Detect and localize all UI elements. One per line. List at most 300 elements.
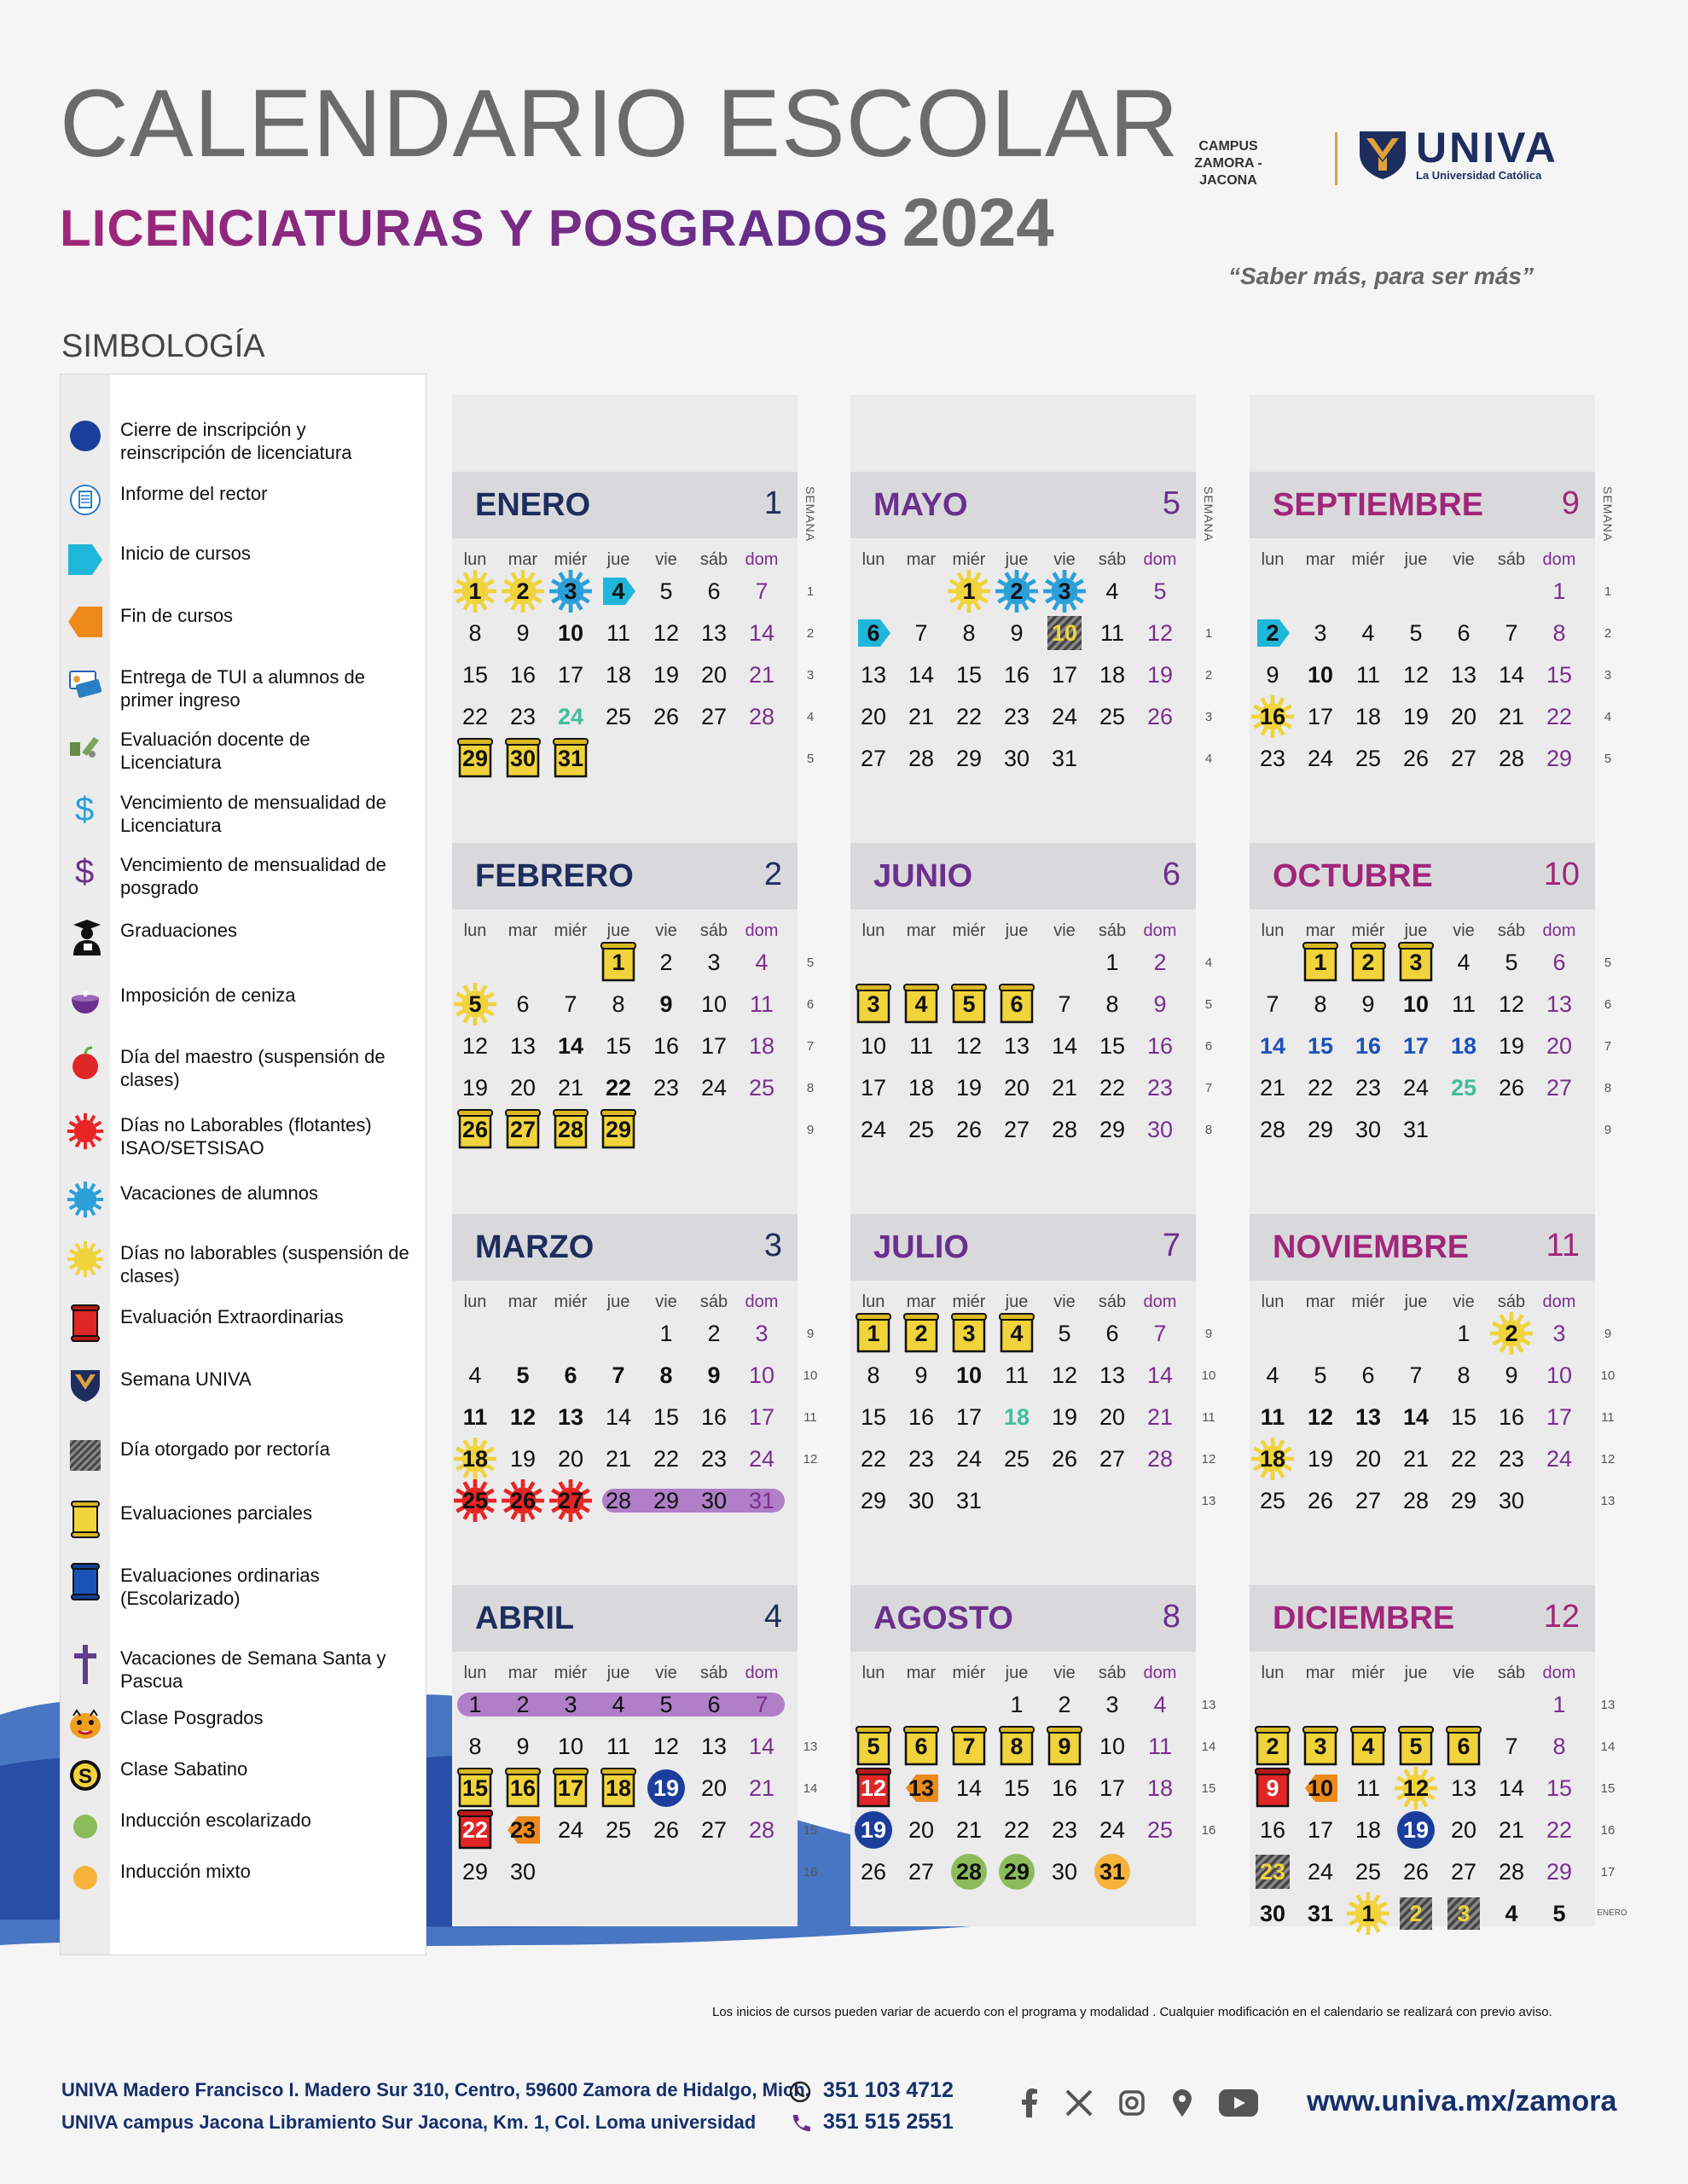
calendar-day[interactable]: 11: [749, 991, 774, 1017]
calendar-day[interactable]: 22: [461, 704, 489, 729]
calendar-day[interactable]: 6: [1105, 1321, 1119, 1346]
calendar-day[interactable]: 12: [1402, 1775, 1430, 1801]
calendar-day[interactable]: 13: [1450, 662, 1477, 688]
calendar-day[interactable]: 2: [1058, 1692, 1071, 1717]
calendar-day[interactable]: 13: [908, 1775, 935, 1801]
calendar-day[interactable]: 2: [1505, 1321, 1518, 1346]
calendar-day[interactable]: 19: [1307, 1446, 1334, 1472]
calendar-day[interactable]: 15: [461, 1775, 489, 1801]
calendar-day[interactable]: 30: [509, 1859, 537, 1885]
calendar-day[interactable]: 7: [1266, 991, 1279, 1017]
calendar-day[interactable]: 27: [700, 1817, 728, 1843]
calendar-day[interactable]: 14: [1146, 1362, 1174, 1388]
calendar-day[interactable]: 21: [1498, 704, 1525, 729]
calendar-day[interactable]: 7: [1409, 1362, 1423, 1388]
calendar-day[interactable]: 12: [1146, 620, 1174, 646]
calendar-day[interactable]: 3: [755, 1321, 769, 1346]
calendar-day[interactable]: 22: [1450, 1446, 1477, 1472]
calendar-day[interactable]: 8: [468, 1734, 482, 1759]
calendar-day[interactable]: 6: [914, 1734, 928, 1759]
calendar-day[interactable]: 17: [748, 1404, 775, 1430]
calendar-day[interactable]: 10: [860, 1033, 887, 1059]
calendar-day[interactable]: 4: [914, 991, 928, 1017]
calendar-day[interactable]: 24: [1099, 1817, 1126, 1843]
calendar-day[interactable]: 15: [1003, 1775, 1030, 1801]
calendar-day[interactable]: 15: [860, 1404, 887, 1430]
calendar-day[interactable]: 3: [867, 991, 880, 1017]
calendar-day[interactable]: 1: [1010, 1692, 1024, 1717]
calendar-day[interactable]: 5: [867, 1734, 880, 1759]
calendar-day[interactable]: 26: [1402, 1859, 1430, 1885]
calendar-day[interactable]: 3: [1314, 620, 1327, 646]
calendar-day[interactable]: 11: [1099, 620, 1125, 646]
calendar-day[interactable]: 5: [1058, 1321, 1071, 1346]
calendar-day-next-year[interactable]: 3: [1457, 1901, 1470, 1926]
calendar-day[interactable]: 21: [1146, 1404, 1174, 1430]
calendar-day[interactable]: 15: [955, 662, 983, 688]
calendar-day[interactable]: 16: [509, 1775, 537, 1801]
calendar-day[interactable]: 30: [1498, 1488, 1525, 1513]
calendar-day[interactable]: 26: [1051, 1446, 1078, 1472]
calendar-day[interactable]: 22: [955, 704, 983, 729]
calendar-day[interactable]: 20: [908, 1817, 935, 1843]
calendar-day[interactable]: 10: [557, 1734, 584, 1759]
calendar-day[interactable]: 9: [1266, 1775, 1279, 1801]
calendar-day[interactable]: 16: [1051, 1775, 1078, 1801]
calendar-day[interactable]: 26: [1146, 704, 1174, 729]
calendar-day[interactable]: 25: [1099, 704, 1126, 729]
calendar-day[interactable]: 15: [1450, 1404, 1477, 1430]
calendar-day[interactable]: 10: [955, 1362, 983, 1388]
calendar-day[interactable]: 29: [461, 1859, 489, 1885]
calendar-day[interactable]: 1: [1552, 578, 1566, 604]
calendar-day[interactable]: 9: [659, 991, 673, 1017]
calendar-day[interactable]: 9: [1266, 662, 1279, 688]
calendar-day[interactable]: 28: [1259, 1117, 1286, 1142]
calendar-day[interactable]: 5: [1409, 1734, 1423, 1759]
calendar-day[interactable]: 13: [1546, 991, 1573, 1017]
calendar-day[interactable]: 12: [860, 1775, 887, 1801]
calendar-day[interactable]: 31: [1307, 1901, 1334, 1926]
calendar-day[interactable]: 26: [509, 1488, 537, 1513]
calendar-day[interactable]: 5: [1505, 950, 1518, 975]
calendar-day[interactable]: 18: [1354, 704, 1382, 729]
calendar-day[interactable]: 27: [1354, 1488, 1382, 1513]
calendar-day[interactable]: 27: [700, 704, 728, 729]
calendar-day[interactable]: 30: [700, 1488, 728, 1513]
calendar-day[interactable]: 6: [516, 991, 530, 1017]
calendar-day[interactable]: 12: [461, 1033, 489, 1059]
calendar-day[interactable]: 4: [1457, 950, 1470, 975]
calendar-day[interactable]: 17: [1546, 1404, 1573, 1430]
calendar-day[interactable]: 12: [653, 1734, 680, 1759]
calendar-day[interactable]: 29: [955, 746, 983, 771]
calendar-day[interactable]: 1: [659, 1321, 673, 1346]
calendar-day[interactable]: 21: [748, 662, 775, 688]
calendar-day[interactable]: 8: [962, 620, 976, 646]
calendar-day[interactable]: 30: [1003, 746, 1030, 771]
calendar-day[interactable]: 25: [461, 1488, 489, 1513]
calendar-day[interactable]: 16: [1259, 1817, 1286, 1843]
calendar-day[interactable]: 5: [516, 1362, 530, 1388]
calendar-day[interactable]: 9: [1058, 1734, 1071, 1759]
calendar-day[interactable]: 10: [1307, 1775, 1334, 1801]
calendar-day[interactable]: 10: [1099, 1734, 1126, 1759]
calendar-day[interactable]: 11: [1355, 1775, 1381, 1801]
calendar-day[interactable]: 23: [1146, 1075, 1174, 1101]
calendar-day[interactable]: 27: [1546, 1075, 1573, 1101]
calendar-day[interactable]: 23: [1259, 746, 1286, 771]
calendar-day[interactable]: 31: [748, 1488, 775, 1513]
calendar-day[interactable]: 13: [1450, 1775, 1477, 1801]
calendar-day[interactable]: 15: [1546, 662, 1573, 688]
calendar-day[interactable]: 8: [867, 1362, 880, 1388]
calendar-day[interactable]: 18: [1354, 1817, 1382, 1843]
calendar-day[interactable]: 28: [557, 1117, 584, 1142]
calendar-day[interactable]: 29: [1450, 1488, 1477, 1513]
calendar-day[interactable]: 2: [1266, 620, 1279, 646]
calendar-day[interactable]: 22: [1003, 1817, 1030, 1843]
calendar-day[interactable]: 10: [1051, 620, 1078, 646]
calendar-day[interactable]: 27: [1099, 1446, 1126, 1472]
calendar-day[interactable]: 14: [557, 1033, 584, 1059]
calendar-day[interactable]: 19: [955, 1075, 983, 1101]
calendar-day[interactable]: 26: [955, 1117, 983, 1142]
calendar-day[interactable]: 6: [707, 578, 721, 604]
calendar-day[interactable]: 1: [867, 1321, 880, 1346]
calendar-day[interactable]: 1: [1552, 1692, 1566, 1717]
calendar-day[interactable]: 25: [1354, 746, 1382, 771]
phone-2[interactable]: 351 515 2551: [823, 2110, 954, 2134]
calendar-day[interactable]: 5: [962, 991, 976, 1017]
calendar-day[interactable]: 22: [1546, 704, 1573, 729]
calendar-day[interactable]: 24: [860, 1117, 887, 1142]
calendar-day[interactable]: 24: [955, 1446, 983, 1472]
calendar-day[interactable]: 18: [1450, 1033, 1477, 1059]
calendar-day[interactable]: 20: [557, 1446, 584, 1472]
calendar-day[interactable]: 24: [557, 1817, 584, 1843]
calendar-day[interactable]: 27: [1003, 1117, 1030, 1142]
calendar-day[interactable]: 4: [1361, 1734, 1375, 1759]
calendar-day[interactable]: 6: [564, 1362, 577, 1388]
calendar-day[interactable]: 7: [914, 620, 928, 646]
calendar-day[interactable]: 4: [1266, 1362, 1279, 1388]
calendar-day[interactable]: 8: [1314, 991, 1327, 1017]
calendar-day[interactable]: 18: [1146, 1775, 1174, 1801]
calendar-day[interactable]: 25: [605, 1817, 632, 1843]
calendar-day[interactable]: 25: [1146, 1817, 1174, 1843]
calendar-day[interactable]: 11: [606, 1734, 631, 1759]
phone-1[interactable]: 351 103 4712: [823, 2078, 954, 2102]
calendar-day[interactable]: 22: [605, 1075, 632, 1101]
calendar-day[interactable]: 28: [1402, 1488, 1430, 1513]
calendar-day[interactable]: 23: [1051, 1817, 1078, 1843]
calendar-day[interactable]: 25: [1259, 1488, 1286, 1513]
calendar-day[interactable]: 27: [860, 746, 887, 771]
calendar-day[interactable]: 4: [468, 1362, 482, 1388]
calendar-day[interactable]: 9: [914, 1362, 928, 1388]
calendar-day[interactable]: 1: [468, 1692, 482, 1717]
calendar-day[interactable]: 9: [1153, 991, 1167, 1017]
calendar-day[interactable]: 9: [516, 620, 530, 646]
calendar-day[interactable]: 22: [1099, 1075, 1126, 1101]
calendar-day[interactable]: 18: [1003, 1404, 1030, 1430]
calendar-day[interactable]: 7: [962, 1734, 976, 1759]
calendar-day[interactable]: 17: [1051, 662, 1078, 688]
calendar-day[interactable]: 28: [605, 1488, 632, 1513]
calendar-day[interactable]: 9: [707, 1362, 721, 1388]
calendar-day[interactable]: 18: [748, 1033, 775, 1059]
calendar-day[interactable]: 1: [612, 950, 625, 975]
calendar-day[interactable]: 22: [860, 1446, 887, 1472]
calendar-day[interactable]: 8: [468, 620, 482, 646]
calendar-day[interactable]: 28: [748, 1817, 775, 1843]
calendar-day[interactable]: 22: [1546, 1817, 1573, 1843]
calendar-day[interactable]: 12: [1498, 991, 1525, 1017]
calendar-day[interactable]: 13: [509, 1033, 537, 1059]
calendar-day[interactable]: 18: [908, 1075, 935, 1101]
calendar-day[interactable]: 25: [748, 1075, 775, 1101]
calendar-day[interactable]: 20: [1354, 1446, 1382, 1472]
calendar-day[interactable]: 29: [1546, 1859, 1573, 1885]
calendar-day[interactable]: 14: [605, 1404, 632, 1430]
calendar-day[interactable]: 19: [1051, 1404, 1078, 1430]
calendar-day[interactable]: 14: [1498, 662, 1525, 688]
calendar-day[interactable]: 7: [1505, 1734, 1518, 1759]
location-icon[interactable]: [1171, 2088, 1193, 2117]
calendar-day[interactable]: 16: [1146, 1033, 1174, 1059]
calendar-day[interactable]: 15: [653, 1404, 680, 1430]
calendar-day[interactable]: 26: [653, 1817, 680, 1843]
calendar-day[interactable]: 13: [860, 662, 887, 688]
calendar-day[interactable]: 16: [1003, 662, 1030, 688]
calendar-day[interactable]: 28: [1146, 1446, 1174, 1472]
calendar-day[interactable]: 9: [1505, 1362, 1518, 1388]
calendar-day[interactable]: 13: [700, 620, 728, 646]
calendar-day[interactable]: 2: [516, 578, 530, 604]
calendar-day[interactable]: 27: [509, 1117, 537, 1142]
calendar-day[interactable]: 24: [748, 1446, 775, 1472]
calendar-day[interactable]: 28: [1498, 746, 1525, 771]
calendar-day[interactable]: 14: [1402, 1404, 1430, 1430]
calendar-day[interactable]: 21: [1051, 1075, 1078, 1101]
calendar-day[interactable]: 3: [564, 578, 577, 604]
calendar-day[interactable]: 19: [1402, 1817, 1430, 1843]
calendar-day[interactable]: 3: [1058, 578, 1071, 604]
calendar-day[interactable]: 29: [1003, 1859, 1030, 1885]
calendar-day[interactable]: 18: [605, 662, 632, 688]
calendar-day[interactable]: 20: [509, 1075, 537, 1101]
calendar-day[interactable]: 7: [564, 991, 577, 1017]
calendar-day-next-year[interactable]: 1: [1361, 1901, 1375, 1926]
calendar-day[interactable]: 28: [1498, 1859, 1525, 1885]
calendar-day[interactable]: 2: [1153, 950, 1167, 975]
calendar-day[interactable]: 30: [509, 746, 537, 771]
calendar-day[interactable]: 6: [707, 1692, 721, 1717]
calendar-day[interactable]: 6: [1361, 1362, 1375, 1388]
calendar-day[interactable]: 2: [1361, 950, 1375, 975]
calendar-day[interactable]: 3: [1105, 1692, 1119, 1717]
calendar-day[interactable]: 2: [1010, 578, 1024, 604]
calendar-day[interactable]: 21: [955, 1817, 983, 1843]
calendar-day[interactable]: 17: [1307, 1817, 1334, 1843]
calendar-day[interactable]: 31: [1099, 1859, 1126, 1885]
calendar-day[interactable]: 8: [1552, 620, 1566, 646]
calendar-day[interactable]: 22: [653, 1446, 680, 1472]
calendar-day[interactable]: 8: [659, 1362, 673, 1388]
calendar-day[interactable]: 5: [659, 578, 673, 604]
calendar-day[interactable]: 8: [1457, 1362, 1470, 1388]
calendar-day[interactable]: 31: [1051, 746, 1078, 771]
calendar-day[interactable]: 14: [1498, 1775, 1525, 1801]
calendar-day[interactable]: 20: [1546, 1033, 1573, 1059]
calendar-day[interactable]: 25: [605, 704, 632, 729]
calendar-day[interactable]: 18: [461, 1446, 489, 1472]
calendar-day[interactable]: 4: [1153, 1692, 1167, 1717]
calendar-day[interactable]: 20: [1450, 1817, 1477, 1843]
calendar-day[interactable]: 15: [1099, 1033, 1126, 1059]
calendar-day[interactable]: 24: [1307, 746, 1334, 771]
calendar-day[interactable]: 8: [1010, 1734, 1024, 1759]
calendar-day[interactable]: 11: [1355, 662, 1381, 688]
calendar-day[interactable]: 31: [1402, 1117, 1430, 1142]
calendar-day[interactable]: 13: [1354, 1404, 1382, 1430]
calendar-day[interactable]: 3: [1552, 1321, 1566, 1346]
calendar-day[interactable]: 13: [557, 1404, 584, 1430]
calendar-day[interactable]: 23: [509, 1817, 537, 1843]
calendar-day[interactable]: 23: [908, 1446, 935, 1472]
calendar-day[interactable]: 7: [1505, 620, 1518, 646]
calendar-day[interactable]: 9: [1361, 991, 1375, 1017]
calendar-day[interactable]: 6: [1010, 991, 1024, 1017]
calendar-day[interactable]: 14: [748, 620, 775, 646]
calendar-day[interactable]: 18: [1099, 662, 1126, 688]
calendar-day[interactable]: 7: [755, 1692, 769, 1717]
calendar-day[interactable]: 11: [462, 1404, 488, 1430]
calendar-day[interactable]: 20: [1003, 1075, 1030, 1101]
calendar-day[interactable]: 25: [1003, 1446, 1030, 1472]
calendar-day[interactable]: 7: [755, 578, 769, 604]
calendar-day[interactable]: 15: [461, 662, 489, 688]
instagram-icon[interactable]: [1118, 2089, 1146, 2117]
calendar-day[interactable]: 21: [908, 704, 935, 729]
calendar-day[interactable]: 26: [860, 1859, 887, 1885]
calendar-day[interactable]: 21: [557, 1075, 584, 1101]
calendar-day[interactable]: 25: [908, 1117, 935, 1142]
calendar-day[interactable]: 16: [700, 1404, 728, 1430]
calendar-day[interactable]: 23: [700, 1446, 728, 1472]
calendar-day[interactable]: 17: [1307, 704, 1334, 729]
calendar-day[interactable]: 20: [860, 704, 887, 729]
calendar-day[interactable]: 1: [1105, 950, 1119, 975]
calendar-day[interactable]: 20: [1450, 704, 1477, 729]
calendar-day[interactable]: 29: [860, 1488, 887, 1513]
calendar-day[interactable]: 3: [962, 1321, 976, 1346]
calendar-day[interactable]: 27: [1450, 1859, 1477, 1885]
calendar-day[interactable]: 27: [908, 1859, 935, 1885]
calendar-day[interactable]: 6: [867, 620, 880, 646]
calendar-day[interactable]: 17: [700, 1033, 728, 1059]
calendar-day[interactable]: 10: [1546, 1362, 1573, 1388]
calendar-day[interactable]: 19: [653, 1775, 680, 1801]
calendar-day[interactable]: 7: [1058, 991, 1071, 1017]
calendar-day[interactable]: 30: [1354, 1117, 1382, 1142]
calendar-day[interactable]: 13: [700, 1734, 728, 1759]
calendar-day[interactable]: 16: [509, 662, 537, 688]
calendar-day[interactable]: 14: [1259, 1033, 1286, 1059]
calendar-day[interactable]: 12: [1051, 1362, 1078, 1388]
calendar-day-next-year[interactable]: 2: [1409, 1901, 1423, 1926]
calendar-day[interactable]: 19: [653, 662, 680, 688]
calendar-day[interactable]: 12: [653, 620, 680, 646]
youtube-icon[interactable]: [1219, 2089, 1258, 2117]
calendar-day[interactable]: 31: [557, 746, 584, 771]
calendar-day[interactable]: 4: [755, 950, 769, 975]
calendar-day[interactable]: 3: [564, 1692, 577, 1717]
calendar-day[interactable]: 30: [1259, 1901, 1286, 1926]
calendar-day[interactable]: 20: [700, 1775, 728, 1801]
calendar-day[interactable]: 3: [1314, 1734, 1327, 1759]
calendar-day[interactable]: 2: [1266, 1734, 1279, 1759]
calendar-day[interactable]: 23: [653, 1075, 680, 1101]
calendar-day[interactable]: 24: [1051, 704, 1078, 729]
calendar-day[interactable]: 3: [1409, 950, 1423, 975]
calendar-day[interactable]: 17: [1402, 1033, 1430, 1059]
calendar-day[interactable]: 19: [860, 1817, 887, 1843]
calendar-day[interactable]: 12: [955, 1033, 983, 1059]
calendar-day-next-year[interactable]: 5: [1552, 1901, 1566, 1926]
calendar-day[interactable]: 17: [1099, 1775, 1126, 1801]
calendar-day[interactable]: 2: [516, 1692, 530, 1717]
calendar-day[interactable]: 16: [1498, 1404, 1525, 1430]
calendar-day[interactable]: 20: [700, 662, 728, 688]
calendar-day[interactable]: 21: [1402, 1446, 1430, 1472]
facebook-icon[interactable]: [1019, 2088, 1040, 2117]
calendar-day[interactable]: 29: [653, 1488, 680, 1513]
calendar-day[interactable]: 24: [700, 1075, 728, 1101]
calendar-day[interactable]: 23: [1498, 1446, 1525, 1472]
calendar-day[interactable]: 29: [605, 1117, 632, 1142]
calendar-day[interactable]: 11: [1451, 991, 1476, 1017]
calendar-day[interactable]: 10: [700, 991, 728, 1017]
calendar-day[interactable]: 14: [955, 1775, 983, 1801]
calendar-day[interactable]: 9: [1010, 620, 1024, 646]
calendar-day[interactable]: 15: [1546, 1775, 1573, 1801]
website-link[interactable]: www.univa.mx/zamora: [1307, 2085, 1617, 2117]
calendar-day[interactable]: 6: [1552, 950, 1566, 975]
calendar-day[interactable]: 28: [1051, 1117, 1078, 1142]
calendar-day[interactable]: 5: [1314, 1362, 1327, 1388]
calendar-day[interactable]: 12: [1402, 662, 1430, 688]
calendar-day[interactable]: 4: [1105, 578, 1119, 604]
calendar-day[interactable]: 17: [557, 1775, 584, 1801]
calendar-day[interactable]: 6: [1457, 620, 1470, 646]
calendar-day[interactable]: 26: [1498, 1075, 1525, 1101]
calendar-day[interactable]: 17: [557, 662, 584, 688]
calendar-day[interactable]: 23: [509, 704, 537, 729]
calendar-day[interactable]: 24: [1307, 1859, 1334, 1885]
calendar-day[interactable]: 17: [860, 1075, 887, 1101]
calendar-day[interactable]: 9: [516, 1734, 530, 1759]
calendar-day[interactable]: 18: [1259, 1446, 1286, 1472]
calendar-day[interactable]: 15: [605, 1033, 632, 1059]
calendar-day[interactable]: 16: [653, 1033, 680, 1059]
calendar-day[interactable]: 12: [1307, 1404, 1334, 1430]
calendar-day[interactable]: 20: [1099, 1404, 1126, 1430]
calendar-day[interactable]: 24: [557, 704, 584, 729]
calendar-day[interactable]: 24: [1546, 1446, 1573, 1472]
calendar-day[interactable]: 26: [653, 704, 680, 729]
